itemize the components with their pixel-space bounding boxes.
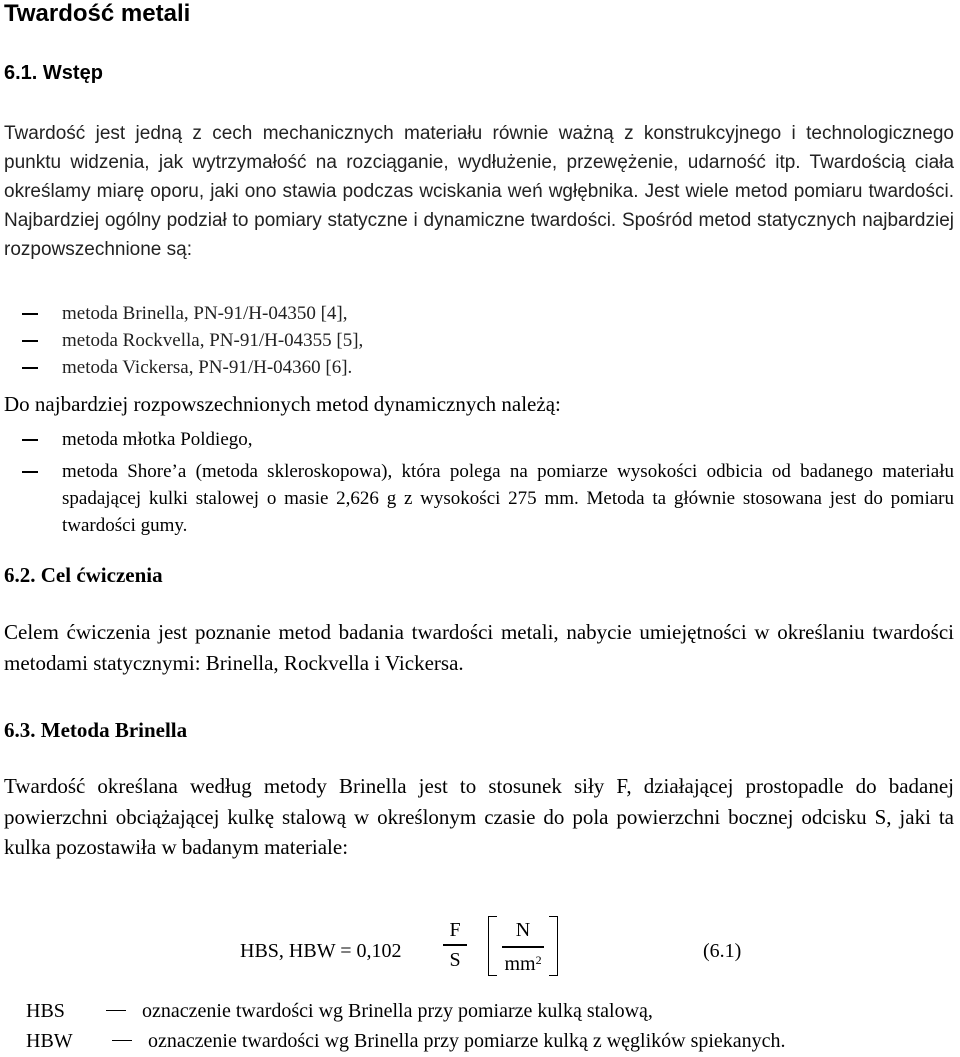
document-title: Twardość metali [4,0,191,27]
section-heading-goal: 6.2. Cel ćwiczenia [4,563,163,587]
definition-item [26,1026,786,1056]
formula-fraction [443,918,467,972]
fraction-bar [443,944,467,946]
brinell-paragraph: Twardość określana według metody Brinella jest to stosunek siły F, działającej prostopadle do badanej powierzchni obciążającej kulkę stalową w określonym czasie do pola powierzchni bocznej odcisku S, jaki ta kulka pozostawiła w badanym materiale: [4,774,954,859]
equation-number: (6.1) [703,940,742,962]
dynamic-methods-list [4,426,954,539]
unit-denominator: $mm^2$ [504,953,542,975]
list-item: metoda Brinella, PN-91/H-04350 [4], [4,300,954,327]
definition-text: oznaczenie twardości wg Brinella przy pomiarze kulką z węglików spiekanych. [148,1030,786,1052]
list-item: metoda Rockvella, PN-91/H-04355 [5], [4,327,954,354]
dash-icon [112,1040,132,1042]
dash-bullet-icon [22,471,38,473]
definition-text: oznaczenie twardości wg Brinella przy pomiarze kulką stalową, [142,1000,653,1022]
formula-unit [488,916,558,974]
dash-icon [106,1010,126,1012]
unit-numerator: N [515,919,531,941]
static-methods-list [4,300,954,381]
goal-paragraph: Celem ćwiczenia jest poznanie metod badania twardości metali, nabycie umiejętności w określaniu twardości metodami statycznymi: Brinella, Rockvella i Vickersa. [4,620,954,675]
dash-bullet-icon [22,439,38,441]
dynamic-methods-lead: Do najbardziej rozpowszechnionych metod dynamicznych należą: [4,392,561,416]
section-heading-brinell: 6.3. Metoda Brinella [4,718,188,742]
brinell-formula [240,912,940,992]
dash-bullet-icon [22,367,38,369]
definition-item [26,996,786,1026]
intro-paragraph: Twardość jest jedną z cech mechanicznych materiału równie ważną z konstrukcyjnego i technologicznego punktu widzenia, jak wytrzymałość na rozciąganie, wydłużenie, przewężenie, udarność itp. Twardością ciała określamy miarę oporu, jaki ono stawia podczas wciskania weń wgłębnika. Jest wiele metod pomiaru twardości. Najbardziej ogólny podział to pomiary statyczne i dynamiczne twardości. Spośród metod statycznych najbardziej rozpowszechnione są: [4,123,954,260]
dash-bullet-icon [22,340,38,342]
definition-symbol: HBS [26,1000,65,1022]
formula-lhs: HBS, HBW = 0,102 [240,940,402,962]
definition-symbol: HBW [26,1030,73,1052]
list-item: metoda Shore’a (metoda skleroskopowa), która polega na pomiarze wysokości odbicia od badanego materiału spadającej kulki stalowej o masie 2,626 g z wysokości 275 mm. Metoda ta głównie stosowana jest do pomiaru twardości gumy. [4,458,954,539]
formula-numerator: F [449,919,461,941]
list-item: metoda młotka Poldiego, [4,426,954,453]
dash-bullet-icon [22,313,38,315]
right-bracket-icon [549,916,558,976]
section-heading-intro: 6.1. Wstęp [4,62,103,84]
list-item: metoda Vickersa, PN-91/H-04360 [6]. [4,354,954,381]
symbol-definitions [26,996,786,1056]
formula-denominator: S [449,948,461,971]
